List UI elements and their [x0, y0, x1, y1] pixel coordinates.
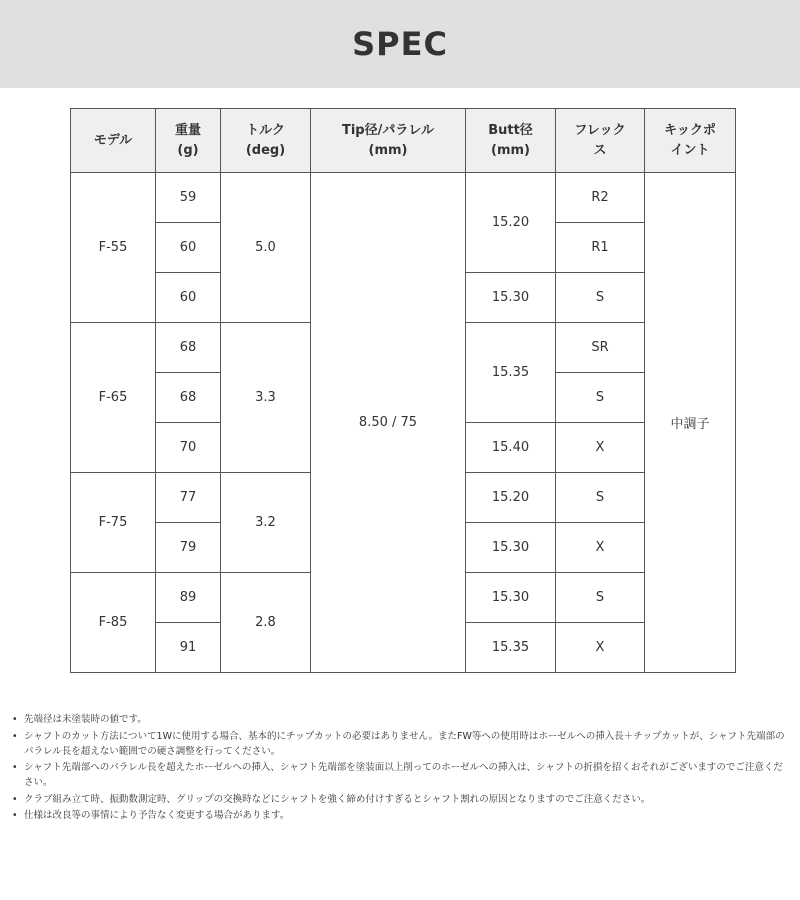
note-text: シャフト先端部へのパラレル長を超えたホーゼルへの挿入、シャフト先端部を塗装面以上削ってのホーゼルへの挿入は、シャフトの折損を招くおそれがございますのでご注意ください。 — [24, 762, 783, 788]
torque-cell: 3.3 — [221, 323, 311, 473]
flex-cell: S — [556, 573, 645, 623]
note-text: シャフトのカット方法について1Wに使用する場合、基本的にチップカットの必要はありません。またFW等への使用時はホーゼルへの挿入長＋チップカットが、シャフト先端部のパラレル長を超えない範囲での硬さ調整を行ってください。 — [24, 730, 785, 757]
weight-cell: 77 — [156, 473, 221, 523]
tip-cell: 8.50 / 75 — [311, 173, 466, 673]
bullet-icon: • — [12, 810, 18, 821]
flex-cell: SR — [556, 323, 645, 373]
butt-cell: 15.40 — [466, 423, 556, 473]
model-cell: F-65 — [71, 323, 156, 473]
weight-cell: 60 — [156, 273, 221, 323]
spec-table — [70, 108, 736, 673]
butt-cell: 15.20 — [466, 473, 556, 523]
weight-cell: 89 — [156, 573, 221, 623]
bullet-icon: • — [12, 762, 18, 773]
flex-cell: R2 — [556, 173, 645, 223]
weight-cell: 68 — [156, 323, 221, 373]
model-cell: F-85 — [71, 573, 156, 673]
table-row — [71, 173, 736, 223]
flex-cell: S — [556, 273, 645, 323]
notes-list — [12, 712, 792, 825]
column-header-tip: Tip径/パラレル (mm) — [311, 109, 466, 173]
table-header-row — [71, 109, 736, 173]
butt-cell: 15.30 — [466, 523, 556, 573]
column-header-kick-point: キックポ イント — [645, 109, 736, 173]
torque-cell: 2.8 — [221, 573, 311, 673]
note-text: クラブ組み立て時、振動数測定時、グリップの交換時などにシャフトを強く締め付けすぎるとシャフト割れの原因となりますのでご注意ください。 — [24, 793, 651, 805]
torque-cell: 5.0 — [221, 173, 311, 323]
weight-cell: 70 — [156, 423, 221, 473]
butt-cell: 15.20 — [466, 173, 556, 273]
torque-cell: 3.2 — [221, 473, 311, 573]
bullet-icon: • — [12, 793, 18, 805]
flex-cell: X — [556, 423, 645, 473]
butt-cell: 15.35 — [466, 623, 556, 673]
note-item — [12, 792, 792, 807]
flex-cell: R1 — [556, 223, 645, 273]
column-header-butt: Butt径 (mm) — [466, 109, 556, 173]
weight-cell: 91 — [156, 623, 221, 673]
flex-cell: S — [556, 373, 645, 423]
bullet-icon: • — [12, 714, 18, 725]
column-header-flex: フレック ス — [556, 109, 645, 173]
butt-cell: 15.35 — [466, 323, 556, 423]
weight-cell: 79 — [156, 523, 221, 573]
kick-point-cell: 中調子 — [645, 173, 736, 673]
note-text: 仕様は改良等の事情により予告なく変更する場合があります。 — [24, 810, 290, 821]
note-text: 先端径は未塗装時の値です。 — [24, 714, 147, 725]
flex-cell: S — [556, 473, 645, 523]
weight-cell: 59 — [156, 173, 221, 223]
note-item — [12, 760, 792, 790]
model-cell: F-75 — [71, 473, 156, 573]
butt-cell: 15.30 — [466, 273, 556, 323]
column-header-torque: トルク (deg) — [221, 109, 311, 173]
weight-cell: 68 — [156, 373, 221, 423]
note-item — [12, 808, 792, 823]
butt-cell: 15.30 — [466, 573, 556, 623]
flex-cell: X — [556, 523, 645, 573]
bullet-icon: • — [12, 730, 18, 742]
column-header-model: モデル — [71, 109, 156, 173]
flex-cell: X — [556, 623, 645, 673]
spec-header — [0, 0, 800, 88]
page-title: SPEC — [352, 25, 448, 63]
note-item — [12, 712, 792, 727]
weight-cell: 60 — [156, 223, 221, 273]
model-cell: F-55 — [71, 173, 156, 323]
column-header-weight: 重量 (g) — [156, 109, 221, 173]
note-item — [12, 729, 792, 759]
